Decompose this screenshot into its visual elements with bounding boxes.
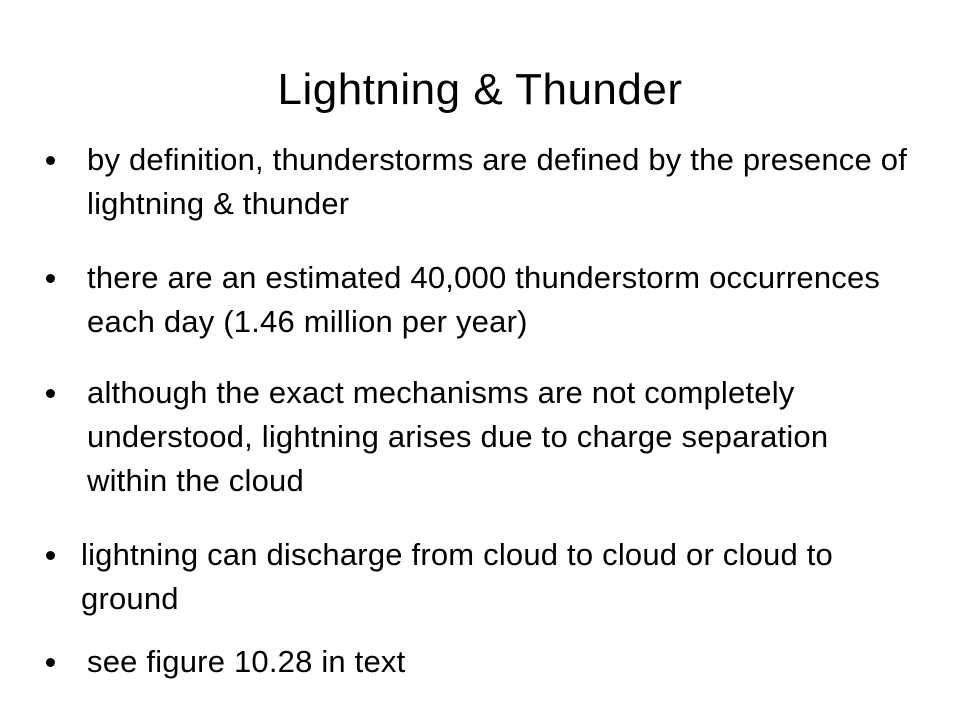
bullet-text: there are an estimated 40,000 thunderstorm occurrences each day (1.46 million per year) xyxy=(87,260,881,339)
slide-title: Lightning & Thunder xyxy=(277,65,683,114)
bullet-dot-icon xyxy=(46,274,55,283)
bullet-dot-icon xyxy=(46,389,55,398)
bullet-dot-icon xyxy=(46,658,55,667)
bullet-dot-icon xyxy=(46,551,55,560)
bullet-text: lightning can discharge from cloud to cloud or cloud to ground xyxy=(81,537,833,616)
bullet-text: although the exact mechanisms are not completely understood, lightning arises due to charge separation within the cloud xyxy=(87,375,829,498)
bullet-text: see figure 10.28 in text xyxy=(87,644,406,679)
bullet-text: by definition, thunderstorms are defined by the presence of lightning & thunder xyxy=(87,142,908,221)
bullet-dot-icon xyxy=(46,156,55,165)
